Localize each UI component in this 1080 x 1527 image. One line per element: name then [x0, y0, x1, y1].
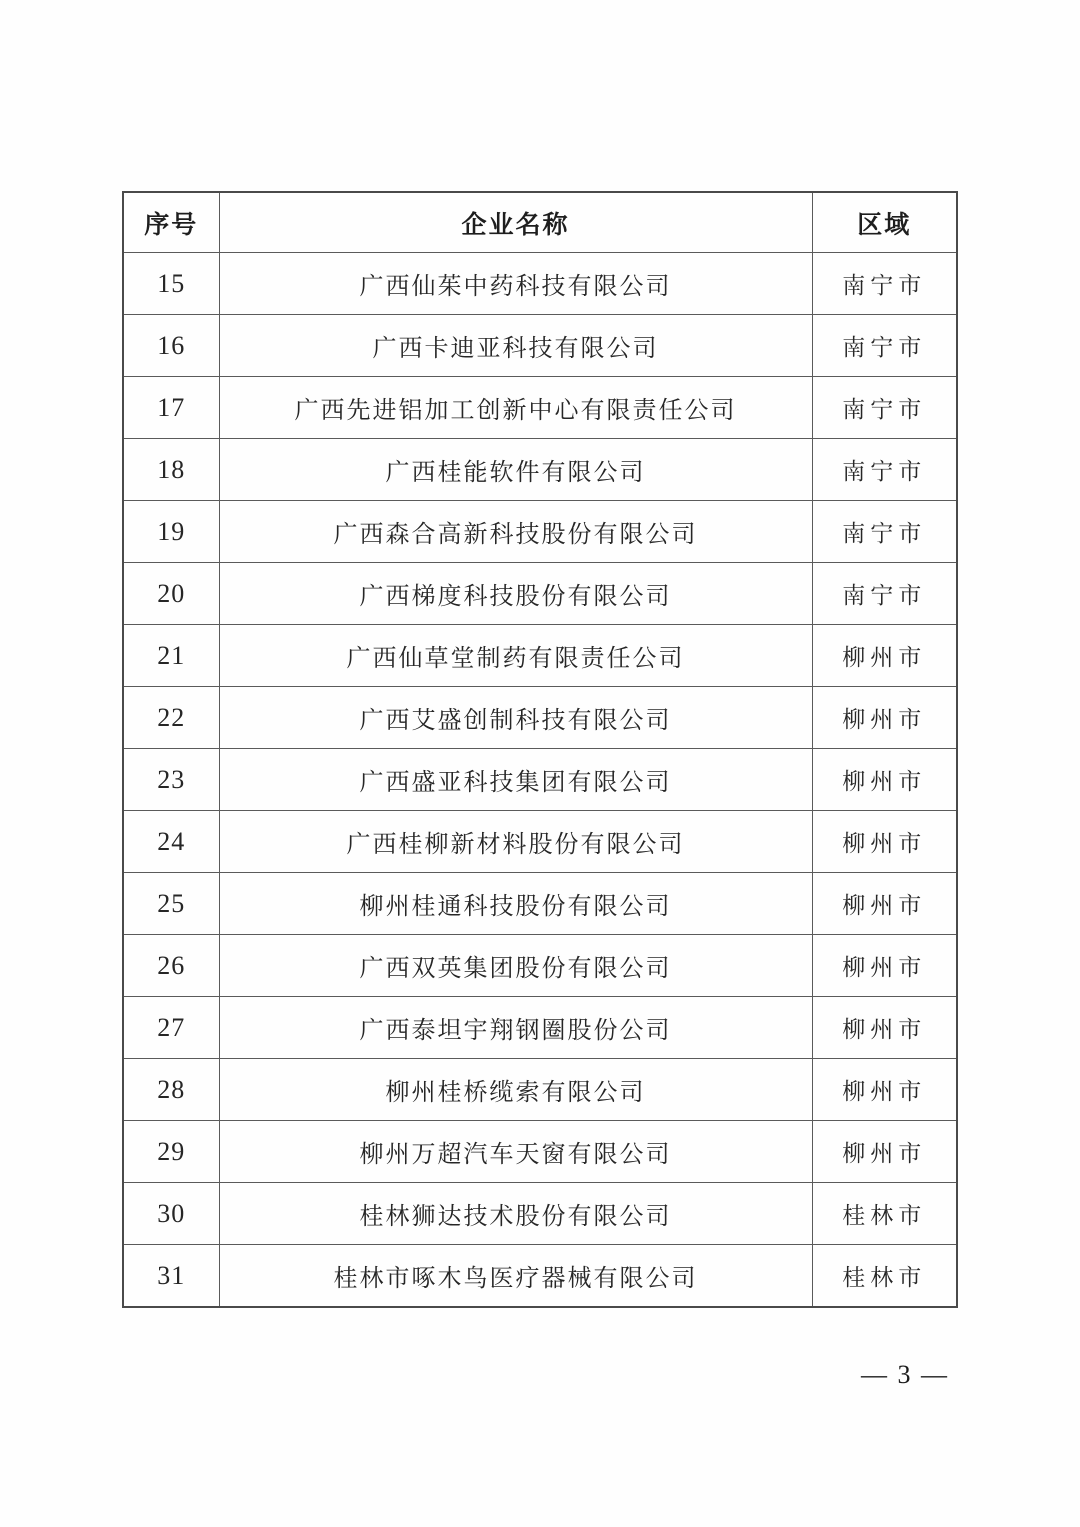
table-row: [123, 377, 957, 439]
row-region: 南宁市: [812, 439, 957, 501]
table-row: [123, 1059, 957, 1121]
table-row: [123, 1245, 957, 1308]
row-region: 南宁市: [812, 315, 957, 377]
row-company-name: 柳州桂通科技股份有限公司: [219, 873, 812, 935]
table-row: [123, 625, 957, 687]
row-serial-number: 22: [123, 687, 219, 749]
table-row: [123, 1183, 957, 1245]
row-company-name: 广西先进铝加工创新中心有限责任公司: [219, 377, 812, 439]
row-company-name: 广西森合高新科技股份有限公司: [219, 501, 812, 563]
row-serial-number: 26: [123, 935, 219, 997]
row-region: 柳州市: [812, 811, 957, 873]
row-region: 南宁市: [812, 563, 957, 625]
row-region: 柳州市: [812, 1121, 957, 1183]
table-row: [123, 811, 957, 873]
row-region: 南宁市: [812, 253, 957, 315]
row-company-name: 桂林狮达技术股份有限公司: [219, 1183, 812, 1245]
table-row: [123, 935, 957, 997]
row-company-name: 广西卡迪亚科技有限公司: [219, 315, 812, 377]
row-serial-number: 30: [123, 1183, 219, 1245]
row-serial-number: 24: [123, 811, 219, 873]
row-serial-number: 28: [123, 1059, 219, 1121]
row-region: 柳州市: [812, 1059, 957, 1121]
row-serial-number: 29: [123, 1121, 219, 1183]
page-number: — 3 —: [861, 1360, 949, 1389]
row-serial-number: 23: [123, 749, 219, 811]
row-company-name: 广西双英集团股份有限公司: [219, 935, 812, 997]
company-table: [122, 191, 958, 1308]
row-region: 桂林市: [812, 1245, 957, 1308]
row-serial-number: 16: [123, 315, 219, 377]
row-company-name: 广西盛亚科技集团有限公司: [219, 749, 812, 811]
header-company-name: 企业名称: [219, 192, 812, 253]
table-row: [123, 315, 957, 377]
table-row: [123, 501, 957, 563]
row-serial-number: 31: [123, 1245, 219, 1308]
row-company-name: 广西仙草堂制药有限责任公司: [219, 625, 812, 687]
row-company-name: 广西泰坦宇翔钢圈股份公司: [219, 997, 812, 1059]
row-company-name: 广西艾盛创制科技有限公司: [219, 687, 812, 749]
row-company-name: 广西桂能软件有限公司: [219, 439, 812, 501]
header-serial-number: 序号: [123, 192, 219, 253]
row-region: 柳州市: [812, 687, 957, 749]
row-region: 柳州市: [812, 749, 957, 811]
table-row: [123, 563, 957, 625]
table-header-row: [123, 192, 957, 253]
row-company-name: 柳州桂桥缆索有限公司: [219, 1059, 812, 1121]
row-region: 柳州市: [812, 997, 957, 1059]
table-row: [123, 997, 957, 1059]
row-region: 柳州市: [812, 935, 957, 997]
row-serial-number: 17: [123, 377, 219, 439]
table-row: [123, 439, 957, 501]
table-row: [123, 1121, 957, 1183]
row-region: 桂林市: [812, 1183, 957, 1245]
table-row: [123, 873, 957, 935]
row-serial-number: 19: [123, 501, 219, 563]
row-serial-number: 15: [123, 253, 219, 315]
row-region: 柳州市: [812, 625, 957, 687]
row-region: 南宁市: [812, 501, 957, 563]
table-body: [123, 253, 957, 1308]
row-region: 柳州市: [812, 873, 957, 935]
header-region: 区域: [812, 192, 957, 253]
row-serial-number: 18: [123, 439, 219, 501]
row-region: 南宁市: [812, 377, 957, 439]
table-row: [123, 253, 957, 315]
row-serial-number: 20: [123, 563, 219, 625]
row-company-name: 广西桂柳新材料股份有限公司: [219, 811, 812, 873]
row-serial-number: 25: [123, 873, 219, 935]
row-company-name: 桂林市啄木鸟医疗器械有限公司: [219, 1245, 812, 1308]
table-row: [123, 749, 957, 811]
row-serial-number: 21: [123, 625, 219, 687]
table-row: [123, 687, 957, 749]
row-company-name: 广西仙茱中药科技有限公司: [219, 253, 812, 315]
row-serial-number: 27: [123, 997, 219, 1059]
row-company-name: 广西梯度科技股份有限公司: [219, 563, 812, 625]
row-company-name: 柳州万超汽车天窗有限公司: [219, 1121, 812, 1183]
